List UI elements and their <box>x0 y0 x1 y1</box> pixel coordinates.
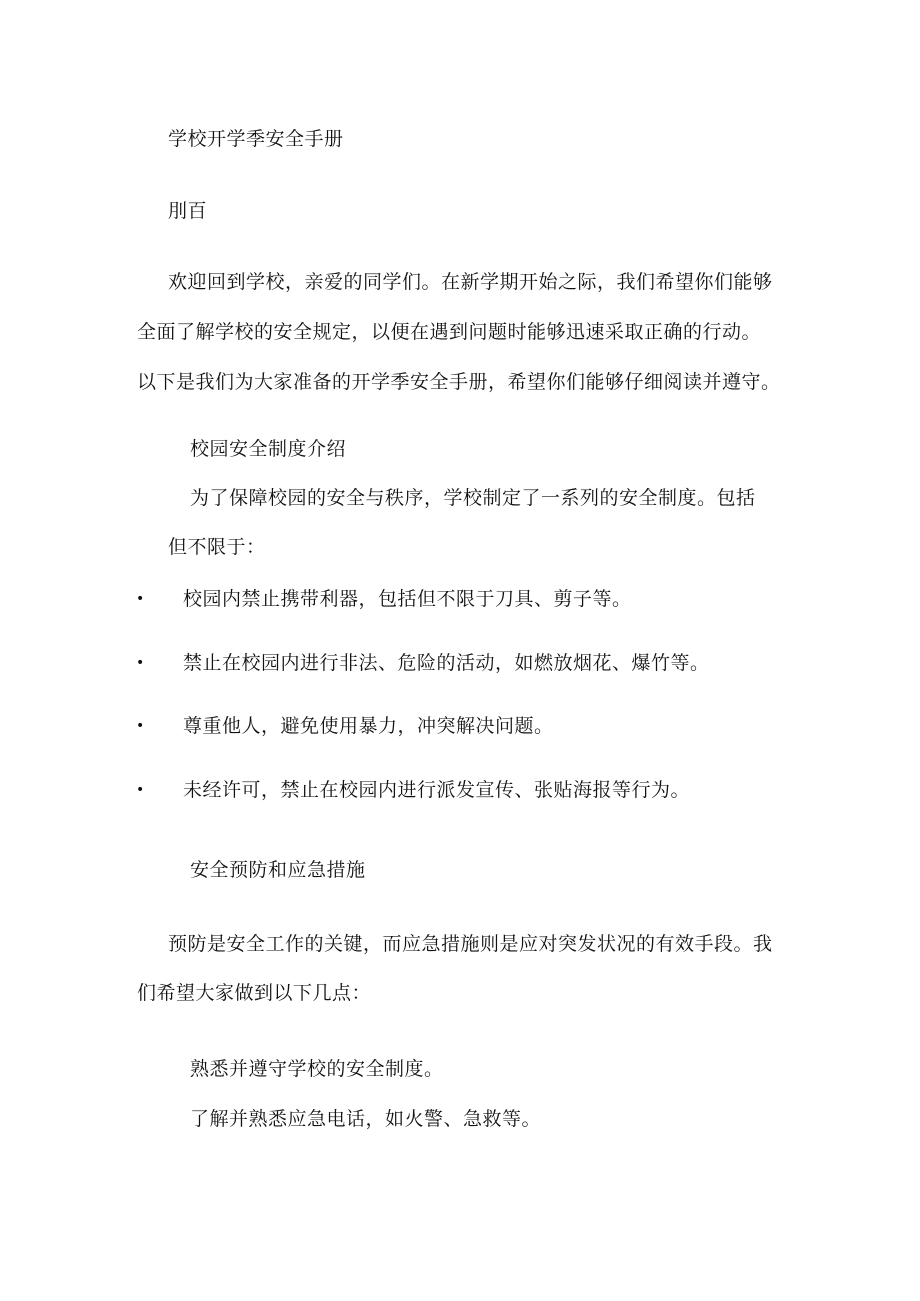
list-item: 禁止在校园内进行非法、危险的活动，如燃放烟花、爆竹等。 <box>183 652 710 674</box>
section1-paragraph-line-1: 为了保障校园的安全与秩序，学校制定了一系列的安全制度。包括 <box>190 487 756 509</box>
section2-paragraph-line-2: 们希望大家做到以下几点： <box>137 982 372 1004</box>
intro-line-1: 欢迎回到学校，亲爱的同学们。在新学期开始之际，我们希望你们能够 <box>168 271 773 293</box>
list-item: 尊重他人，避免使用暴力，冲突解决问题。 <box>183 715 554 737</box>
bullet-marker: • <box>136 591 145 607</box>
section1-heading: 校园安全制度介绍 <box>190 438 347 460</box>
intro-line-3: 以下是我们为大家准备的开学季安全手册，希望你们能够仔细阅读并遵守。 <box>137 371 781 393</box>
section2-paragraph-line-1: 预防是安全工作的关键，而应急措施则是应对突发状况的有效手段。我 <box>168 933 773 955</box>
bullet-marker: • <box>136 655 145 671</box>
list-item: 校园内禁止携带利器，包括但不限于刀具、剪子等。 <box>183 588 632 610</box>
section2-point: 熟悉并遵守学校的安全制度。 <box>190 1058 444 1080</box>
preface-heading: 刖百 <box>168 200 208 222</box>
intro-line-2: 全面了解学校的安全规定，以便在遇到问题时能够迅速采取正确的行动。 <box>137 321 762 343</box>
list-item: 未经许可，禁止在校园内进行派发宣传、张贴海报等行为。 <box>183 779 691 801</box>
bullet-marker: • <box>136 718 145 734</box>
section2-point: 了解并熟悉应急电话，如火警、急救等。 <box>190 1108 542 1130</box>
bullet-marker: • <box>136 782 145 798</box>
section1-paragraph-line-2: 但不限于： <box>168 536 266 558</box>
section2-heading: 安全预防和应急措施 <box>190 859 366 881</box>
document-title: 学校开学季安全手册 <box>168 128 344 150</box>
